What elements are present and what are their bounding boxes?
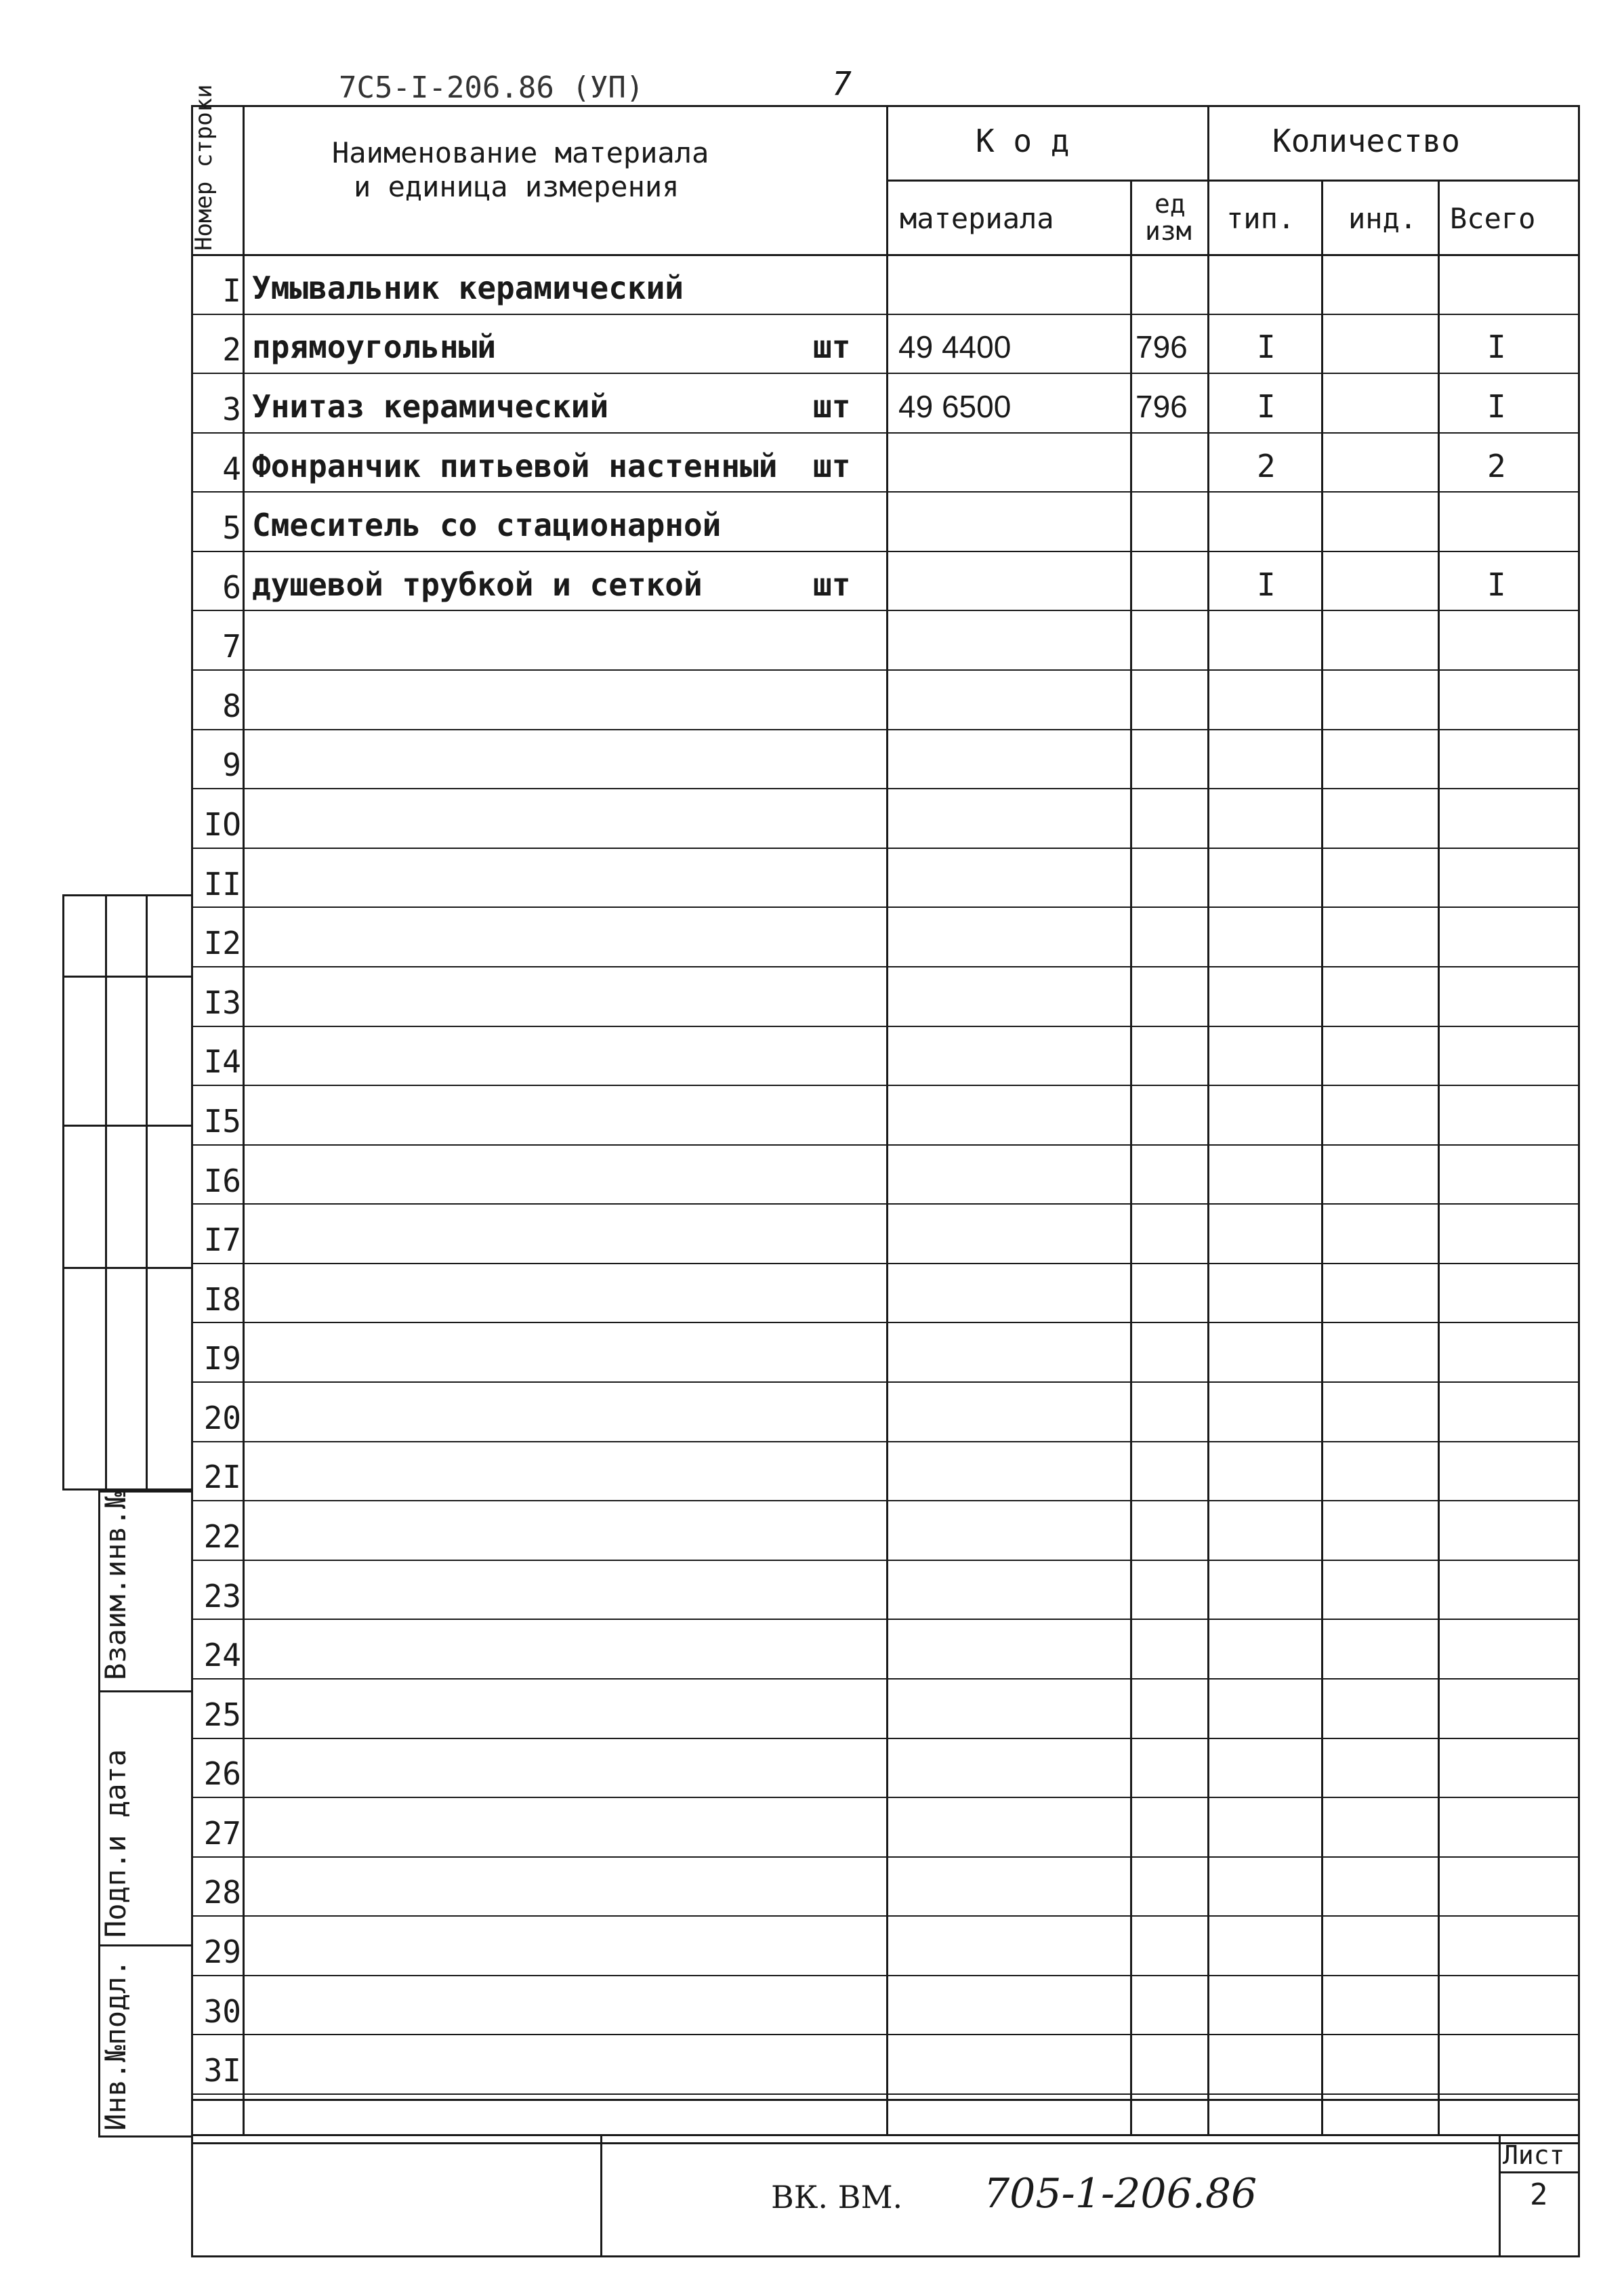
- col-divider: [886, 105, 888, 2134]
- side-label-podp: Подп.и дата: [99, 1749, 132, 1938]
- row-unit-code: 796: [1136, 388, 1188, 424]
- row-divider: [191, 1915, 1580, 1917]
- side-stamp-line: [62, 1125, 191, 1127]
- row-divider: [191, 1263, 1580, 1264]
- row-divider: [191, 373, 1580, 374]
- side-stamp-upper: [62, 894, 191, 1490]
- row-number: 25: [203, 1696, 241, 1733]
- row-divider: [191, 848, 1580, 849]
- row-qty-total: 2: [1487, 447, 1506, 484]
- side-stamp-line: [98, 1944, 191, 1946]
- header-ind: инд.: [1348, 202, 1417, 235]
- row-name: Умывальник керамический: [252, 269, 684, 306]
- row-divider: [191, 1322, 1580, 1323]
- header-name-2: и единица измерения: [354, 170, 680, 203]
- header-typ: тип.: [1226, 202, 1295, 235]
- sheet-label: Лист: [1503, 2140, 1565, 2170]
- row-divider: [191, 1975, 1580, 1976]
- row-name: Смеситель со стационарной: [252, 507, 722, 544]
- row-number: I4: [203, 1043, 241, 1081]
- row-number: 23: [203, 1577, 241, 1614]
- row-name: Унитаз керамический: [252, 388, 609, 425]
- row-divider: [191, 1678, 1580, 1680]
- col-divider: [1321, 180, 1323, 2134]
- col-divider: [243, 105, 245, 2134]
- row-unit: шт: [813, 388, 851, 425]
- row-qty-typ: I: [1257, 566, 1276, 603]
- side-stamp-divider: [105, 894, 107, 1490]
- row-divider: [191, 788, 1580, 789]
- row-qty-total: I: [1487, 566, 1506, 603]
- row-divider: [191, 966, 1580, 967]
- row-number: I9: [203, 1340, 241, 1377]
- row-number: 3I: [203, 2052, 241, 2089]
- row-qty-typ: 2: [1257, 447, 1276, 484]
- row-number: 8: [222, 687, 241, 724]
- footer-doc-code: 705-1-206.86: [984, 2170, 1257, 2217]
- row-divider: [191, 1381, 1580, 1383]
- row-number: 3: [222, 390, 241, 428]
- row-unit: шт: [813, 566, 851, 603]
- row-number: 2: [222, 331, 241, 369]
- row-divider: [191, 1856, 1580, 1858]
- header-code: К о д: [976, 123, 1070, 159]
- row-divider: [191, 1085, 1580, 1086]
- header-total: Всего: [1450, 202, 1536, 235]
- col-divider: [1207, 105, 1209, 2134]
- side-stamp-line: [62, 976, 191, 978]
- row-qty-total: I: [1487, 388, 1506, 425]
- row-unit: шт: [813, 329, 851, 366]
- row-unit-code: 796: [1136, 329, 1188, 365]
- row-divider: [191, 610, 1580, 611]
- row-divider: [191, 1619, 1580, 1620]
- row-qty-total: I: [1487, 329, 1506, 366]
- doc-code-top: 7C5-I-206.86 (УП): [339, 70, 644, 105]
- row-divider: [191, 906, 1580, 908]
- row-number: I2: [203, 925, 241, 962]
- row-number: I: [222, 272, 241, 309]
- side-stamp-line: [98, 1690, 191, 1692]
- row-number: 20: [203, 1399, 241, 1436]
- row-divider: [191, 314, 1580, 315]
- side-stamp-line: [62, 1267, 191, 1269]
- header-row-number: Номер строки: [190, 84, 217, 251]
- header-quantity: Количество: [1272, 123, 1460, 159]
- row-divider: [191, 491, 1580, 493]
- row-number: 7: [222, 628, 241, 665]
- col-divider: [1438, 180, 1440, 2134]
- row-divider: [191, 1500, 1580, 1501]
- row-divider: [191, 1560, 1580, 1561]
- row-divider: [191, 2034, 1580, 2035]
- row-divider: [191, 1203, 1580, 1205]
- row-number: 27: [203, 1814, 241, 1852]
- row-number: I6: [203, 1162, 241, 1199]
- row-number: 2I: [203, 1459, 241, 1496]
- side-label-inv: Инв.№подл.: [99, 1959, 132, 2131]
- row-number: 24: [203, 1637, 241, 1674]
- header-divider: [886, 180, 1580, 182]
- header-unit-2: изм: [1145, 216, 1192, 246]
- row-number: 9: [222, 747, 241, 784]
- row-name: прямоугольный: [252, 329, 497, 366]
- row-number: 29: [203, 1934, 241, 1971]
- footer-section: ВК. ВМ.: [771, 2179, 903, 2215]
- header-bottom: [191, 254, 1580, 256]
- row-divider: [191, 1797, 1580, 1798]
- row-number: I5: [203, 1102, 241, 1140]
- page-number-top: 7: [832, 65, 852, 103]
- side-label-vzaim: Взаим.инв.№: [99, 1491, 132, 1680]
- row-unit: шт: [813, 447, 851, 484]
- header-name-1: Наименование материала: [332, 136, 709, 169]
- sheet-number: 2: [1530, 2177, 1548, 2212]
- row-divider: [191, 2093, 1580, 2095]
- row-number: I8: [203, 1280, 241, 1318]
- row-number: I7: [203, 1222, 241, 1259]
- row-material-code: 49 6500: [898, 388, 1012, 424]
- table-bottom-line: [191, 2099, 1580, 2101]
- row-qty-typ: I: [1257, 388, 1276, 425]
- row-divider: [191, 669, 1580, 671]
- row-divider: [191, 1738, 1580, 1739]
- row-number: II: [203, 865, 241, 902]
- side-stamp-divider: [146, 894, 148, 1490]
- row-number: 30: [203, 1993, 241, 2030]
- row-name: душевой трубкой и сеткой: [252, 566, 703, 603]
- row-number: IO: [203, 806, 241, 843]
- row-number: 28: [203, 1874, 241, 1911]
- row-number: 22: [203, 1518, 241, 1555]
- row-number: 5: [222, 509, 241, 547]
- row-divider: [191, 551, 1580, 552]
- row-divider: [191, 729, 1580, 730]
- header-material: материала: [900, 202, 1054, 235]
- row-number: 6: [222, 568, 241, 606]
- row-divider: [191, 1441, 1580, 1442]
- row-name: Фонранчик питьевой настенный: [252, 447, 778, 484]
- row-divider: [191, 1144, 1580, 1146]
- row-number: 4: [222, 450, 241, 487]
- header-unit-1: ед: [1154, 189, 1186, 219]
- sheet-box-divider: [1499, 2171, 1580, 2173]
- col-divider: [1130, 180, 1132, 2134]
- row-number: I3: [203, 984, 241, 1021]
- row-divider: [191, 432, 1580, 434]
- row-qty-typ: I: [1257, 329, 1276, 366]
- row-material-code: 49 4400: [898, 329, 1012, 365]
- row-divider: [191, 1026, 1580, 1027]
- row-number: 26: [203, 1755, 241, 1793]
